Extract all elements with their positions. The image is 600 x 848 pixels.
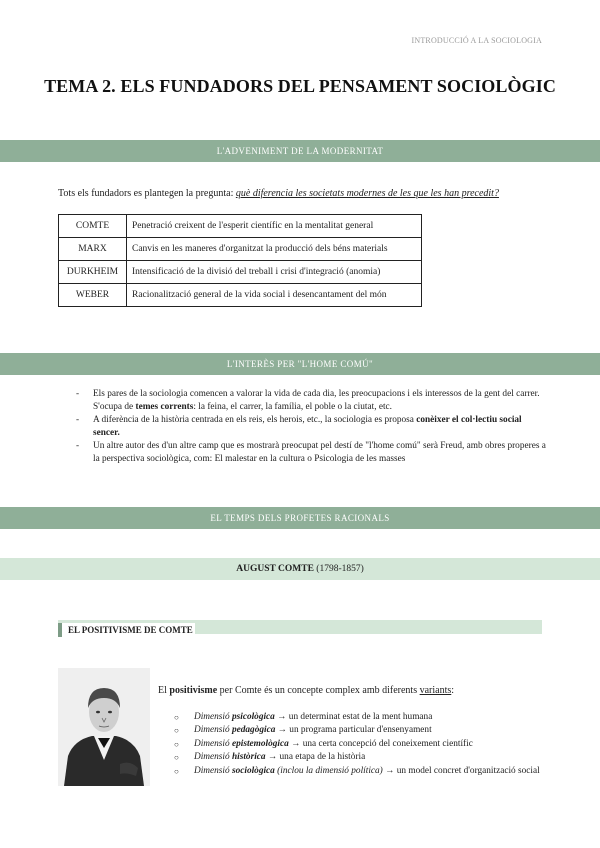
founder-name: WEBER <box>59 284 127 307</box>
dimension-word: Dimensió <box>194 712 232 722</box>
dimension-desc: un model concret d'organització social <box>396 765 540 776</box>
founder-desc: Intensificació de la divisió del treball i crisi d'integració (anomia) <box>127 261 422 284</box>
founder-name: MARX <box>59 238 127 261</box>
circle-bullet-icon: ○ <box>174 766 179 776</box>
dimension-name: històrica <box>231 752 266 763</box>
list-item <box>76 388 546 414</box>
author-dates: (1798-1857) <box>313 564 364 574</box>
founder-desc: Canvis en les maneres d'organitzat la producció dels béns materials <box>127 238 422 261</box>
intro-question <box>58 188 499 199</box>
dimension-desc: un determinat estat de la ment humana <box>288 712 433 722</box>
circle-bullet-icon: ○ <box>174 753 179 763</box>
dimension-name: psicològica <box>231 712 275 722</box>
def-underlined: variants <box>419 685 452 696</box>
founders-table <box>58 214 422 307</box>
dimension-name: epistemològica <box>231 738 289 749</box>
course-header: INTRODUCCIÓ A LA SOCIOLOGIA <box>411 36 542 45</box>
table-row <box>59 238 422 261</box>
dimension-extra: (inclou la dimensió política) <box>274 765 383 776</box>
dimension-word: Dimensió <box>194 765 232 776</box>
page-title: TEMA 2. ELS FUNDADORS DEL PENSAMENT SOCIOLÒGIC <box>44 76 556 96</box>
bullet-bold: temes corrents <box>135 402 194 412</box>
list-item <box>174 724 554 737</box>
question-text: què diferencia les societats modernes de les que les han precedit? <box>235 188 499 199</box>
bullet-text: A diferència de la història centrada en els reis, els herois, etc., la sociologia es proposa <box>93 415 417 425</box>
bullet-text: : la feina, el carrer, la família, el poble o la ciutat, etc. <box>193 402 393 412</box>
positivism-section-label <box>58 620 542 634</box>
list-item <box>174 751 554 764</box>
variants-list <box>174 711 554 778</box>
table-row <box>59 284 422 307</box>
list-item <box>174 711 554 724</box>
def-text: per Comte és un concepte complex amb diferents <box>217 685 420 696</box>
portrait-image <box>58 668 150 786</box>
founder-name: COMTE <box>59 215 127 238</box>
def-text: El <box>158 685 170 696</box>
arrow-icon: → <box>265 752 280 763</box>
comte-portrait <box>58 668 150 786</box>
arrow-icon: → <box>382 765 397 776</box>
section-heading-prophets: EL TEMPS DELS PROFETES RACIONALS <box>0 507 600 529</box>
author-band <box>0 558 600 580</box>
bullet-bold: conèixer el col·lectiu social sencer. <box>93 415 522 438</box>
founder-desc: Racionalització general de la vida social i desencantament del món <box>127 284 422 307</box>
arrow-icon: → <box>275 725 290 736</box>
bullet-text: Un altre autor des d'un altre camp que es mostrarà preocupat pel destí de "l'home comú" serà Freud, amb obres properes a la perspectiva sociològica, com: El malestar en la cultura o Psicologia de les masses <box>93 441 546 464</box>
dimension-name: pedagògica <box>231 725 276 736</box>
section-label-text: EL POSITIVISME DE COMTE <box>58 623 195 637</box>
section-heading-modernity: L'ADVENIMENT DE LA MODERNITAT <box>0 140 600 162</box>
list-item <box>76 440 546 466</box>
dimension-name: sociològica <box>231 765 275 776</box>
dimension-desc: una etapa de la història <box>279 752 366 763</box>
bullet-text: Els pares de la sociologia comencen a valorar la vida de cada dia, les preocupacions i els interessos de la gent del carrer. S'ocupa de <box>93 389 540 412</box>
founder-name: DURKHEIM <box>59 261 127 284</box>
intro-text: Tots els fundadors es plantegen la pregunta: <box>58 188 236 199</box>
dimension-word: Dimensió <box>194 725 232 736</box>
def-bold: positivisme <box>169 685 218 696</box>
list-item <box>76 414 546 440</box>
list-item <box>174 738 554 751</box>
circle-bullet-icon: ○ <box>174 726 179 736</box>
common-man-list <box>76 388 546 466</box>
positivism-definition <box>158 685 454 696</box>
author-name: AUGUST COMTE <box>236 564 314 574</box>
circle-bullet-icon: ○ <box>174 739 179 749</box>
dimension-desc: una certa concepció del coneixement científic <box>302 738 473 749</box>
circle-bullet-icon: ○ <box>174 713 179 722</box>
arrow-icon: → <box>288 738 303 749</box>
list-item <box>174 765 554 778</box>
def-text: : <box>451 685 455 696</box>
table-row <box>59 215 422 238</box>
dimension-word: Dimensió <box>194 738 232 749</box>
dimension-desc: un programa particular d'ensenyament <box>289 725 432 736</box>
dimension-word: Dimensió <box>194 752 232 763</box>
table-row <box>59 261 422 284</box>
arrow-icon: → <box>274 712 289 722</box>
founder-desc: Penetració creixent de l'esperit científic en la mentalitat general <box>127 215 422 238</box>
section-heading-common-man: L'INTERÈS PER "L'HOME COMÚ" <box>0 353 600 375</box>
